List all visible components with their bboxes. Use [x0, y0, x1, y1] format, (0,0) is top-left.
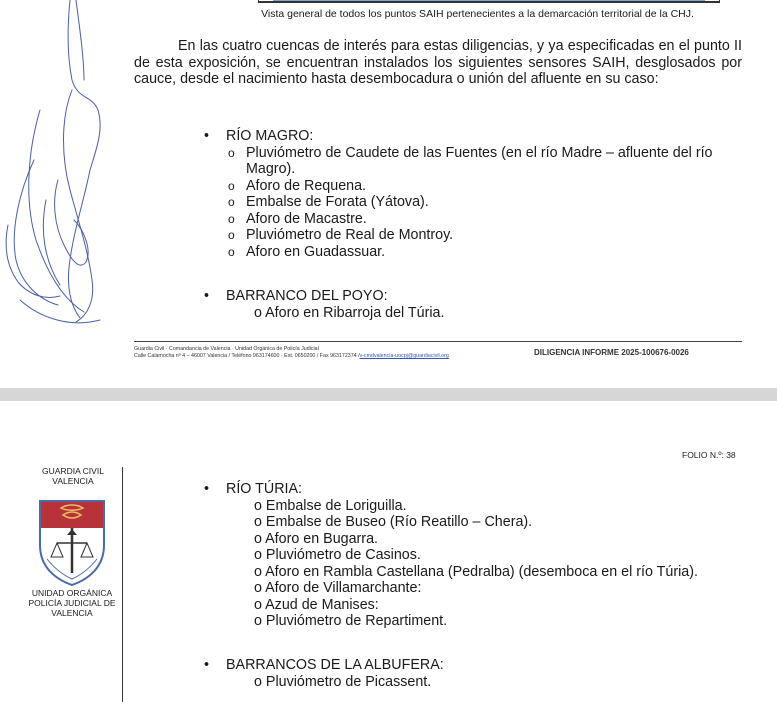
footer-email-link[interactable]: v-cmdvalencia-uocpj@guardiacivil.org — [359, 353, 449, 359]
section-title-barrancos-albufera: BARRANCOS DE LA ALBUFERA: — [226, 657, 444, 673]
list-rio-turia — [204, 481, 744, 630]
guardia-civil-emblem-icon — [37, 499, 107, 587]
section-title-barranco-poyo: BARRANCO DEL POYO: — [226, 288, 388, 304]
list-item — [204, 481, 744, 630]
sensor-list-poyo — [254, 305, 744, 322]
list-item: o Aforo en Rambla Castellana (Pedralba) (desemboca en el río Túria). — [254, 563, 698, 580]
list-barranco-poyo — [204, 288, 744, 321]
figure-caption: Vista general de todos los puntos SAIH pertenecientes a la demarcación territorial de la CHJ. — [261, 8, 694, 20]
document-page-2 — [0, 401, 777, 702]
sensor-list-magro — [226, 145, 744, 261]
footer-line-2: Calle Calamocha nº 4 – 46007 Valencia / Teléfono 963174600 · Ext. 0650200 / Fax 963172374 / — [134, 353, 360, 359]
folio-number: FOLIO N.º: 38 — [682, 450, 736, 460]
list-item: o Pluviómetro de Picassent. — [254, 673, 432, 690]
section-title-rio-turia: RÍO TÚRIA: — [226, 481, 302, 497]
list-item: o Embalse de Loriguilla. — [254, 497, 407, 514]
list-item: o Pluviómetro de Repartiment. — [254, 613, 448, 629]
map-image-frame — [258, 0, 720, 3]
handwritten-signature — [0, 0, 150, 340]
list-item: o Aforo en Bugarra. — [254, 530, 378, 547]
list-item — [204, 128, 744, 260]
sensor-list-albufera — [254, 674, 744, 691]
list-item: o Aforo en Ribarroja del Túria. — [254, 304, 445, 321]
org-name: GUARDIA CIVIL VALENCIA — [42, 466, 104, 486]
unit-name: UNIDAD ORGÁNICA POLICÍA JUDICIAL DE VALENCIA — [28, 588, 116, 618]
list-item: o Pluviómetro de Caudete de las Fuentes (en el río Madre – afluente del río Magro). — [226, 145, 744, 178]
intro-paragraph: En las cuatro cuencas de interés para estas diligencias, y ya especificadas en el punto II de esta exposición, se encuentran instalados los siguientes sensores SAIH, desglosados por cauce, desde el nacimiento hasta desembocadura o unión del afluente en su caso: — [134, 38, 742, 87]
list-barrancos-albufera — [204, 657, 744, 690]
list-item: o Embalse de Forata (Yátova). — [226, 194, 744, 211]
list-item: o Aforo de Macastre. — [226, 211, 744, 228]
list-item — [204, 288, 744, 321]
footer-address — [134, 346, 449, 360]
footer-divider — [134, 341, 742, 342]
list-item — [204, 657, 744, 690]
diligencia-reference: DILIGENCIA INFORME 2025-100676-0026 — [534, 348, 689, 357]
page-separator — [0, 388, 777, 401]
list-item: o Embalse de Buseo (Río Reatillo – Chera). — [254, 514, 533, 530]
list-item: o Aforo de Requena. — [226, 178, 744, 195]
list-rio-magro — [204, 128, 744, 260]
list-item: o Aforo en Guadassuar. — [226, 244, 744, 261]
list-item: o Azud de Manises: — [254, 596, 379, 613]
list-item: o Aforo de Villamarchante: — [254, 580, 422, 596]
section-title-rio-magro: RÍO MAGRO: — [226, 128, 314, 144]
sensor-list-turia — [254, 498, 744, 630]
list-item: o Pluviómetro de Casinos. — [254, 547, 421, 563]
footer-line-1: Guardia Civil · Comandancia de Valencia · Unidad Orgánica de Policía Judicial — [134, 346, 319, 352]
margin-rule — [122, 467, 123, 702]
list-item: o Pluviómetro de Real de Montroy. — [226, 227, 744, 244]
